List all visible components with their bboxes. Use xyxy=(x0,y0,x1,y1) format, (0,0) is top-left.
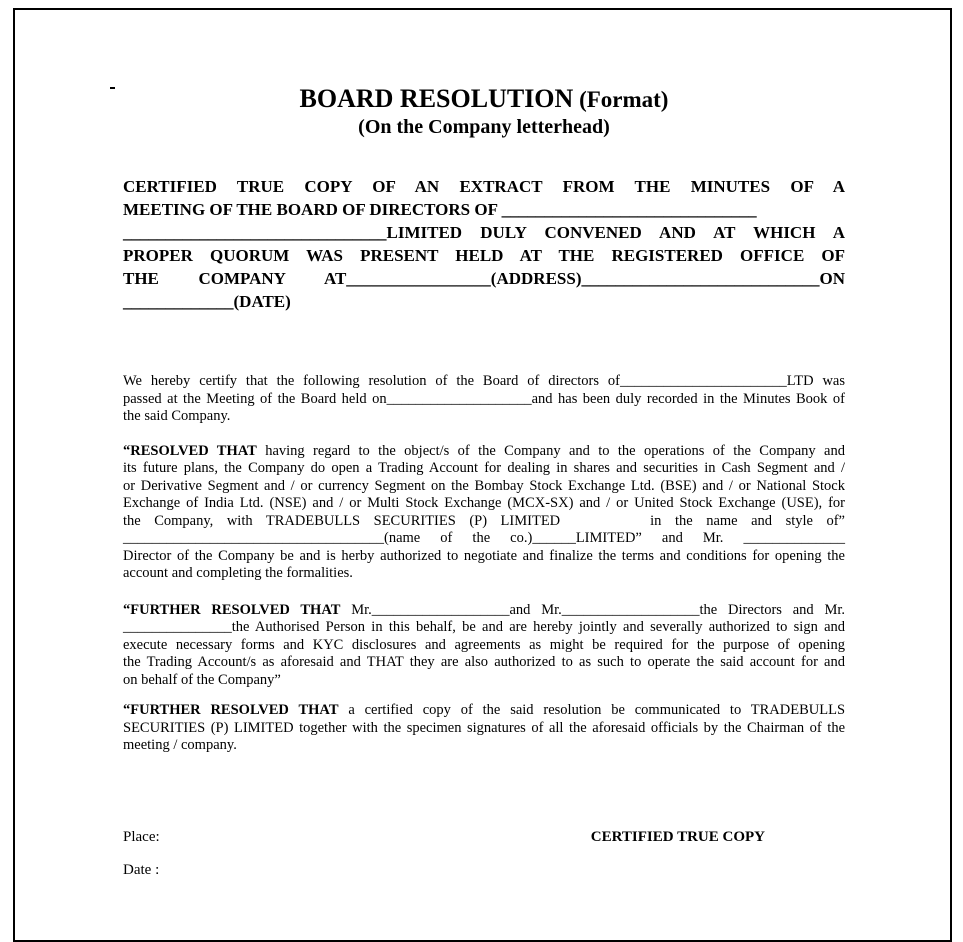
document-line: its future plans, the Company do open a Trading Account for dealing in shares and securities in Cash Segment and / xyxy=(123,460,845,476)
certification-heading xyxy=(123,175,845,313)
further-resolved-lead: “FURTHER RESOLVED THAT xyxy=(123,601,341,618)
footer-row xyxy=(123,829,845,846)
document-line: account and completing the formalities. xyxy=(123,565,353,581)
document-text: a certified copy of the said resolution be communicated to TRADEBULLS xyxy=(338,702,846,718)
further-resolved-paragraph-2 xyxy=(123,702,845,755)
document-content xyxy=(15,84,950,879)
document-line xyxy=(123,513,845,531)
document-line: the said Company. xyxy=(123,408,231,424)
document-text: the Company, with TRADEBULLS SECURITIES (P) LIMITED xyxy=(123,512,561,529)
stray-mark xyxy=(110,87,115,89)
certified-true-copy-stamp: CERTIFIED TRUE COPY xyxy=(590,828,765,845)
document-line xyxy=(123,602,845,620)
certify-paragraph xyxy=(123,373,845,426)
heading-line-6: _____________(DATE) xyxy=(123,292,291,311)
place-label: Place: xyxy=(123,828,160,845)
document-line: on behalf of the Company” xyxy=(123,671,281,688)
document-text: Mr.___________________and Mr.___________________the Directors and Mr. xyxy=(340,601,845,618)
document-page xyxy=(13,8,952,942)
heading-line-2: MEETING OF THE BOARD OF DIRECTORS OF ______________________________ xyxy=(123,200,757,219)
document-line: We hereby certify that the following resolution of the Board of directors of_______________________LTD was xyxy=(123,373,845,389)
document-line xyxy=(123,702,845,720)
document-line: Exchange of India Ltd. (NSE) and / or Multi Stock Exchange (MCX-SX) and / or United Stock Exchange (USE), for xyxy=(123,495,845,511)
document-text: having regard to the object/s of the Company and to the operations of the Company and xyxy=(256,442,845,459)
further-resolved-paragraph-1 xyxy=(123,602,845,690)
heading-line-3: _______________________________LIMITED DULY CONVENED AND AT WHICH A xyxy=(123,223,845,242)
document-line: meeting / company. xyxy=(123,737,237,753)
document-title xyxy=(123,84,845,114)
document-line: the Trading Account/s as aforesaid and THAT they are also authorized to as such to operate the said account for and xyxy=(123,654,845,670)
heading-line-4: PROPER QUORUM WAS PRESENT HELD AT THE REGISTERED OFFICE OF xyxy=(123,246,845,265)
resolved-paragraph xyxy=(123,443,845,583)
further-resolved-lead: “FURTHER RESOLVED THAT xyxy=(123,702,339,718)
document-subtitle: (On the Company letterhead) xyxy=(358,116,610,138)
document-line: _______________the Authorised Person in this behalf, be and are hereby jointly and severally authorized to sign and xyxy=(123,619,845,635)
document-line: ____________________________________(name of the co.)______LIMITED” and Mr. ______________ xyxy=(123,530,845,546)
document-line: passed at the Meeting of the Board held on____________________and has been duly recorded in the Minutes Book of xyxy=(123,390,845,407)
document-line: or Derivative Segment and / or currency Segment on the Bombay Stock Exchange Ltd. (BSE) and / or National Stock xyxy=(123,477,845,494)
date-label: Date : xyxy=(123,861,160,878)
heading-line-5: THE COMPANY AT_________________(ADDRESS)____________________________ON xyxy=(123,269,845,288)
document-line: SECURITIES (P) LIMITED together with the specimen signatures of all the aforesaid officials by the Chairman of the xyxy=(123,719,845,736)
document-line: execute necessary forms and KYC disclosures and agreements as might be required for the purpose of opening xyxy=(123,636,845,653)
heading-line-1: CERTIFIED TRUE COPY OF AN EXTRACT FROM THE MINUTES OF A xyxy=(123,177,845,196)
date-row xyxy=(123,862,845,879)
document-line xyxy=(123,443,845,461)
document-text: in the name and style of” xyxy=(650,512,845,529)
title-format: (Format) xyxy=(573,87,669,112)
title-main: BOARD RESOLUTION xyxy=(299,84,574,113)
document-line: Director of the Company be and is herby authorized to negotiate and finalize the terms and conditions for opening the xyxy=(123,547,845,564)
resolved-lead: “RESOLVED THAT xyxy=(123,442,257,459)
